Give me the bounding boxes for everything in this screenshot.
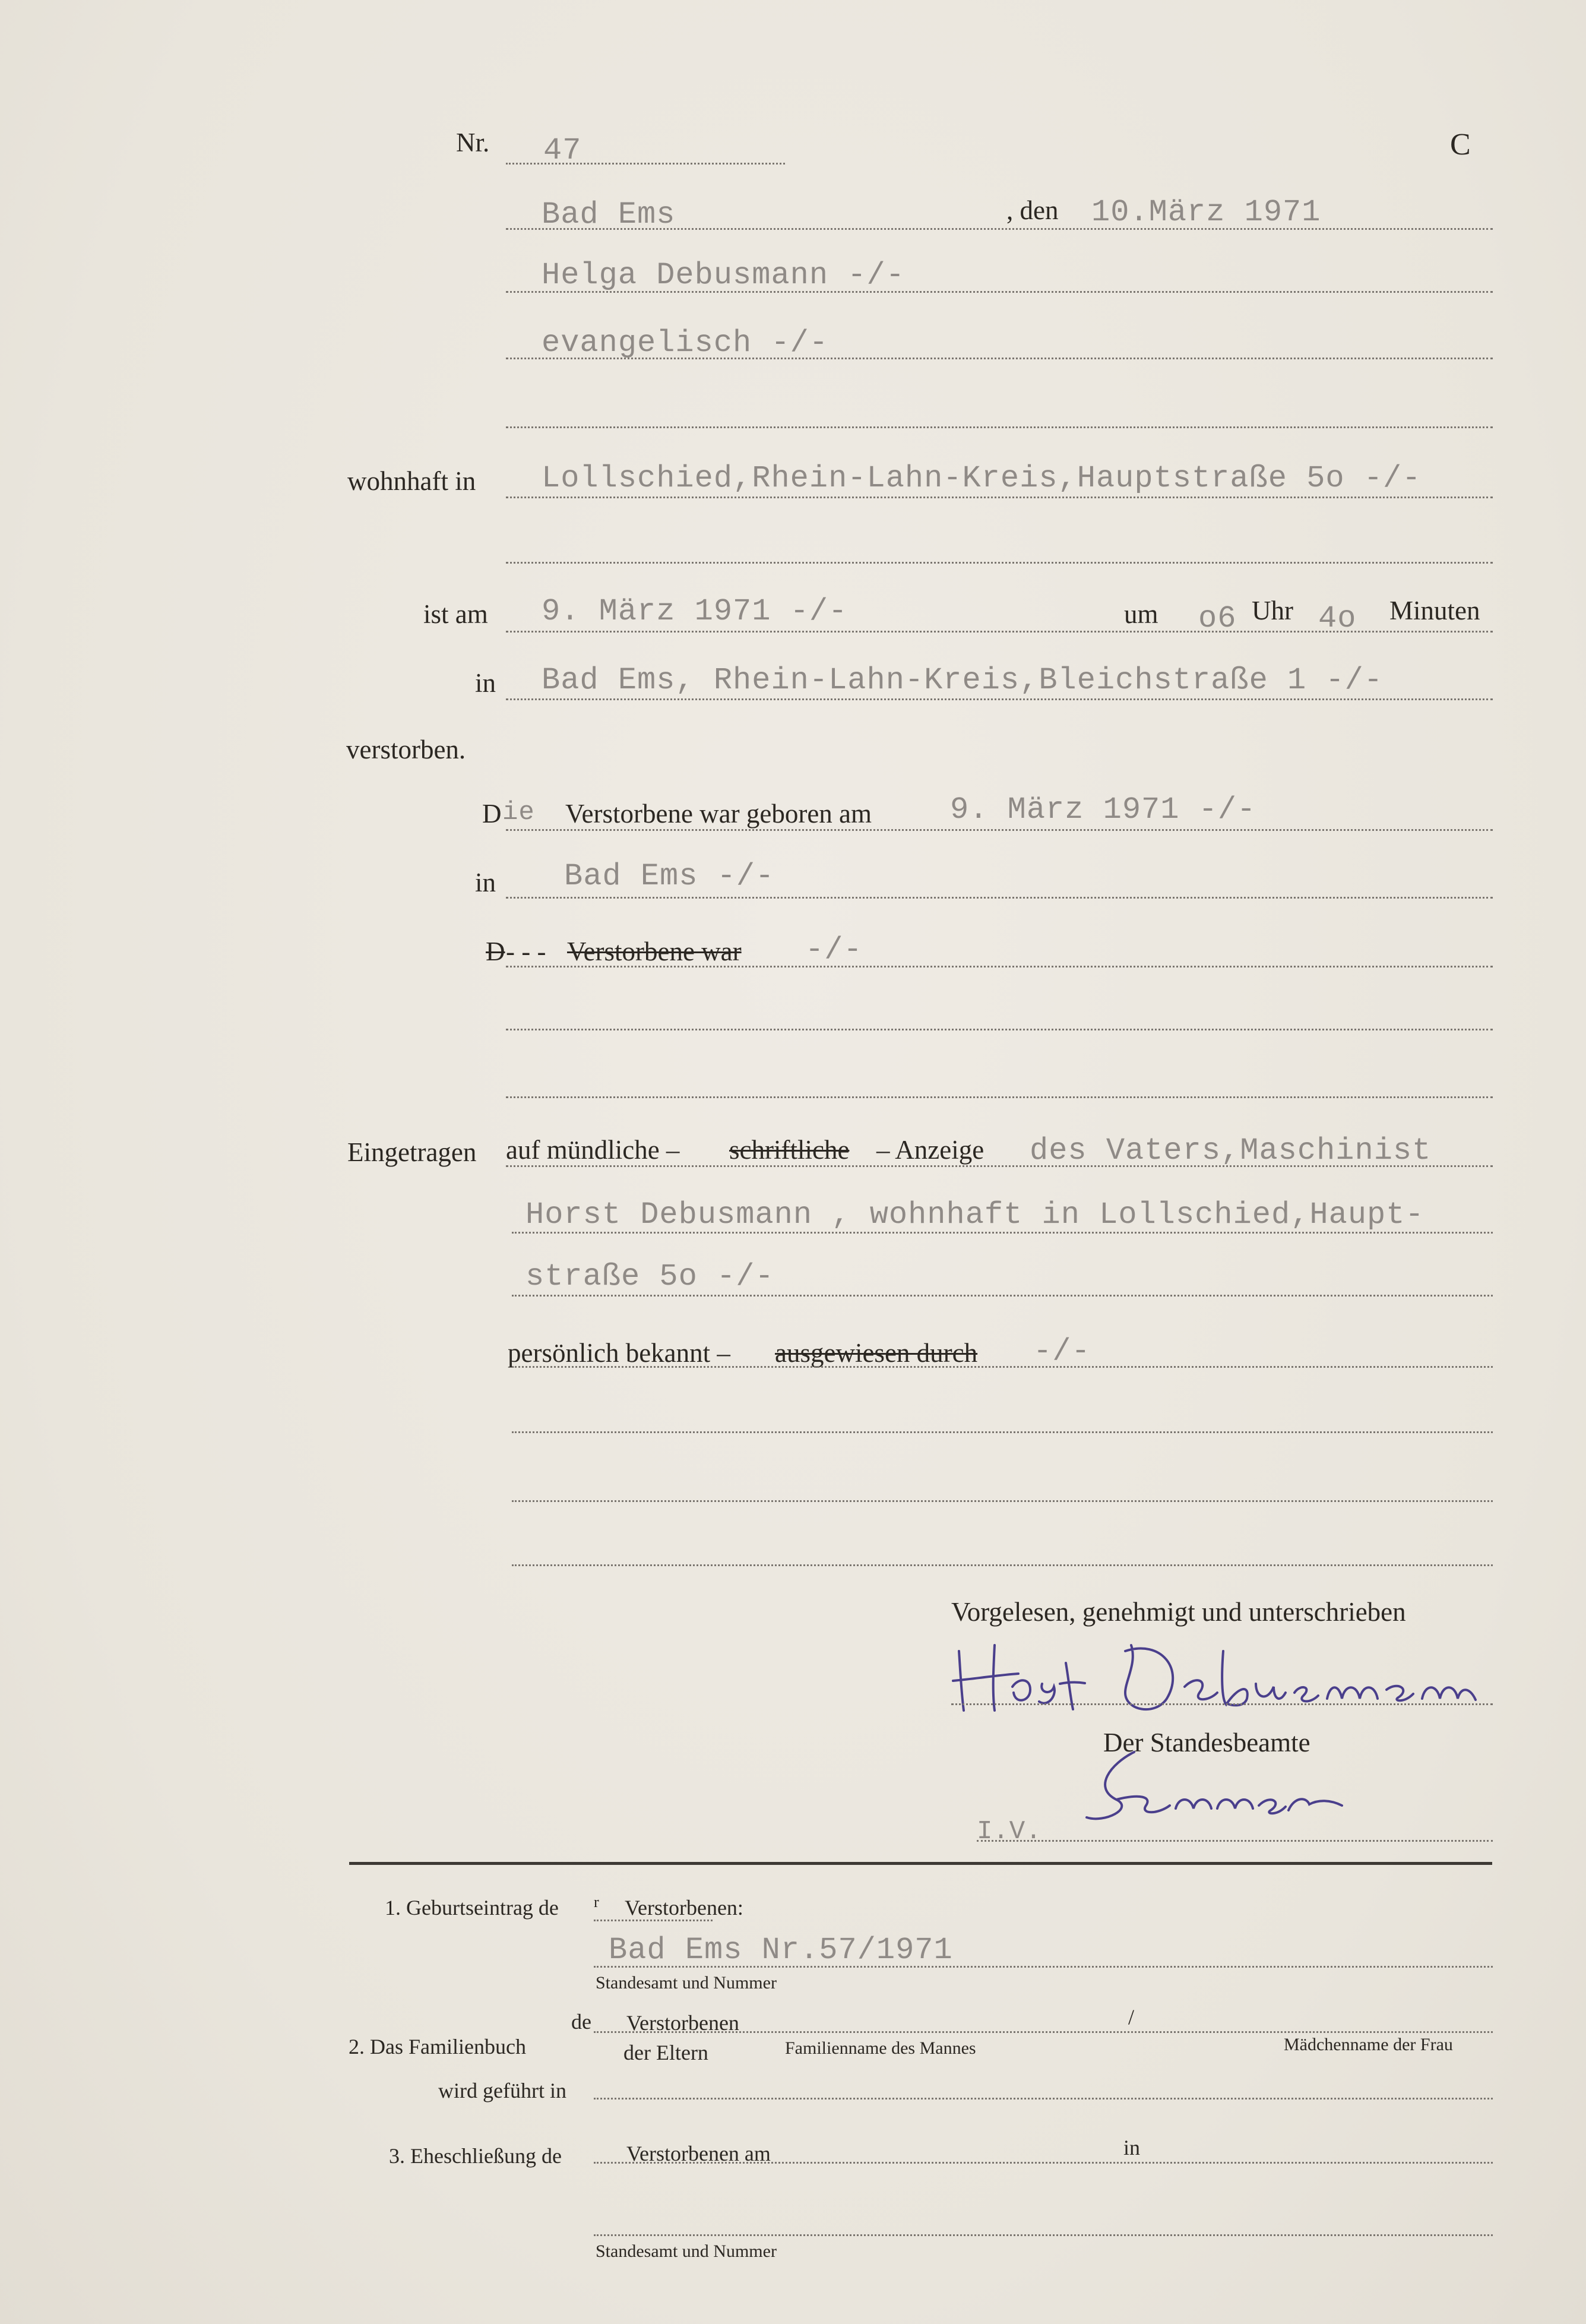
- schriftliche-label: schriftliche: [729, 1135, 850, 1165]
- note3-caption: Standesamt und Nummer: [596, 2241, 777, 2261]
- marital-struck-label: Verstorbene war: [567, 937, 742, 966]
- den-label: , den: [1006, 195, 1059, 225]
- official-signature-line: [977, 1840, 1493, 1842]
- death-place-line: [506, 698, 1493, 700]
- nr-label: Nr.: [456, 128, 490, 157]
- birth-in-label: in: [475, 868, 496, 897]
- death-in-label: in: [475, 668, 496, 698]
- note1-de-line: [594, 1920, 713, 1921]
- note2-caption-left: Familienname des Mannes: [785, 2038, 976, 2058]
- note1-value: Bad Ems Nr.57/1971: [609, 1933, 953, 1968]
- note2-slash: /: [1128, 2005, 1135, 2029]
- minuten-label: Minuten: [1389, 596, 1480, 625]
- auf-muendliche-label: auf mündliche –: [506, 1135, 680, 1165]
- note1-caption: Standesamt und Nummer: [596, 1973, 777, 1993]
- date-value: 10.März 1971: [1091, 195, 1321, 230]
- note2-eltern: der Eltern: [623, 2041, 708, 2064]
- note3-line: [594, 2162, 1493, 2164]
- blank-line-5: [512, 1431, 1493, 1433]
- verstorben-label: verstorben.: [346, 735, 466, 764]
- note2-caption-right: Mädchenname der Frau: [1284, 2035, 1453, 2054]
- marital-line: [506, 966, 1493, 967]
- blank-line-4: [506, 1096, 1493, 1098]
- section-rule: [349, 1862, 1492, 1865]
- registration-line3: straße 5o -/-: [525, 1259, 774, 1294]
- deceased-religion: evangelisch -/-: [542, 325, 829, 361]
- marital-d-prefix: D: [486, 937, 505, 966]
- marital-value: -/-: [805, 932, 863, 967]
- note1-label: 1. Geburtseintrag de: [385, 1896, 559, 1920]
- blank-line-6: [512, 1500, 1493, 1502]
- note1-label-b: Verstorbenen:: [625, 1896, 743, 1920]
- marital-blank: - - -: [506, 937, 546, 966]
- registration-line-3: [512, 1295, 1493, 1297]
- birth-date: 9. März 1971 -/-: [950, 792, 1256, 827]
- eingetragen-label: Eingetragen: [347, 1137, 477, 1167]
- bekannt-value: -/-: [1033, 1334, 1091, 1369]
- note2-line: [594, 2031, 1493, 2033]
- blank-line-3: [506, 1029, 1493, 1030]
- place-date-line: [506, 228, 1493, 230]
- note2-verstorbenen: Verstorbenen: [626, 2011, 739, 2035]
- note3-verstorbenen: Verstorbenen am: [626, 2142, 771, 2165]
- note3-line-2: [594, 2234, 1493, 2236]
- note1-line: [594, 1966, 1493, 1968]
- registration-line-2: [512, 1232, 1493, 1234]
- ausgewiesen-label: ausgewiesen durch: [775, 1338, 978, 1368]
- nr-line: [506, 163, 785, 165]
- residence-value: Lollschied,Rhein-Lahn-Kreis,Hauptstraße 5o -/-: [542, 461, 1422, 496]
- registration-line-1: [506, 1165, 1493, 1167]
- note2-de: de: [571, 2010, 591, 2034]
- informant-signature: [947, 1627, 1481, 1722]
- bekannt-label: persönlich bekannt –: [508, 1338, 730, 1368]
- birth-place-line: [506, 897, 1493, 899]
- informant-signature-line: [951, 1703, 1493, 1705]
- note2-wird-line: [594, 2098, 1493, 2099]
- note2-label: 2. Das Familienbuch: [349, 2035, 526, 2059]
- ist-am-label: ist am: [423, 599, 488, 629]
- nr-value: 47: [543, 133, 582, 168]
- wohnhaft-label: wohnhaft in: [347, 466, 476, 496]
- uhr-label: Uhr: [1252, 596, 1293, 625]
- death-place: Bad Ems, Rhein-Lahn-Kreis,Bleichstraße 1 -/-: [542, 663, 1384, 698]
- death-date: 9. März 1971 -/-: [542, 594, 848, 629]
- note2-wird: wird geführt in: [438, 2079, 566, 2102]
- place-value: Bad Ems: [542, 197, 676, 232]
- official-signature: [1081, 1740, 1449, 1835]
- birth-place: Bad Ems -/-: [564, 859, 775, 894]
- death-hour: o6: [1198, 601, 1237, 636]
- vorgelesen-label: Vorgelesen, genehmigt und unterschrieben: [951, 1597, 1406, 1627]
- iv-label: I.V.: [977, 1817, 1042, 1846]
- blank-line-7: [512, 1564, 1493, 1566]
- deceased-name: Helga Debusmann -/-: [542, 258, 905, 293]
- blank-line-2: [506, 562, 1493, 564]
- residence-line: [506, 497, 1493, 498]
- blank-line-1: [506, 426, 1493, 428]
- note3-in: in: [1123, 2136, 1141, 2159]
- standesbeamte-label: Der Standesbeamte: [1103, 1728, 1310, 1757]
- death-minutes: 4o: [1318, 601, 1357, 636]
- anzeige-label: – Anzeige: [876, 1135, 984, 1165]
- registration-line2: Horst Debusmann , wohnhaft in Lollschied,Haupt-: [525, 1197, 1424, 1232]
- death-date-line: [506, 631, 1493, 633]
- birth-date-line: [506, 829, 1493, 831]
- name-line: [506, 291, 1493, 293]
- religion-line: [506, 358, 1493, 359]
- note1-small: r: [594, 1893, 599, 1911]
- form-letter: C: [1450, 128, 1471, 162]
- birth-d-prefix: D: [482, 799, 502, 829]
- birth-d-suffix: ie: [502, 798, 535, 827]
- bekannt-line: [512, 1366, 1493, 1368]
- note3-label: 3. Eheschließung de: [389, 2144, 562, 2168]
- registration-line1: des Vaters,Maschinist: [1030, 1133, 1432, 1168]
- um-label: um: [1124, 599, 1158, 629]
- geboren-label: Verstorbene war geboren am: [565, 799, 872, 829]
